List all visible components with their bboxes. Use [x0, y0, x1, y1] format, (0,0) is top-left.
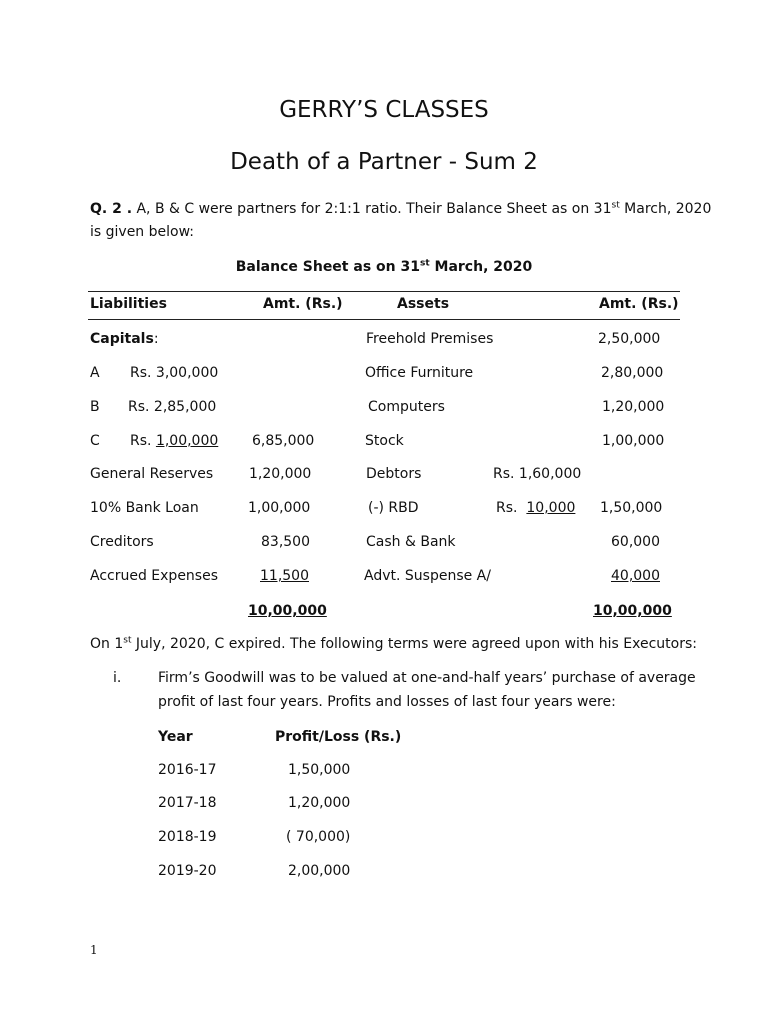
capital-a-amount: Rs. 3,00,000	[130, 365, 219, 381]
cash-bank-amount: 60,000	[611, 534, 660, 550]
profit-row-year: 2017-18	[158, 795, 217, 811]
assets-total: 10,00,000	[593, 603, 672, 619]
general-reserves-label: General Reserves	[90, 466, 214, 482]
capital-c-label: C	[90, 433, 100, 449]
bs-title-post: March, 2020	[429, 259, 533, 275]
header-assets-amt: Amt. (Rs.)	[599, 296, 679, 312]
page-subtitle: Death of a Partner - Sum 2	[230, 149, 538, 175]
rbd-label: (-) RBD	[368, 500, 419, 516]
stock-label: Stock	[365, 433, 404, 449]
profit-row-value: ( 70,000)	[286, 829, 351, 845]
rbd-amount: Rs. 10,000	[496, 500, 576, 516]
page-title: GERRY’S CLASSES	[279, 97, 489, 123]
term-i-marker: i.	[113, 670, 122, 686]
debtors-label: Debtors	[366, 466, 422, 482]
freehold-amount: 2,50,000	[598, 331, 661, 347]
capital-a-label: A	[90, 365, 100, 381]
capitals-total: 6,85,000	[252, 433, 315, 449]
question-text-end: March, 2020	[619, 201, 712, 217]
accrued-expenses-label: Accrued Expenses	[90, 568, 219, 584]
cash-bank-label: Cash & Bank	[366, 534, 456, 550]
profit-row-year: 2016-17	[158, 762, 217, 778]
profit-row-year: 2019-20	[158, 863, 217, 879]
term-i-line-2: profit of last four years. Profits and losses of last four years were:	[158, 694, 616, 710]
capital-b-amount: Rs. 2,85,000	[128, 399, 217, 415]
advt-suspense-amount: 40,000	[611, 568, 660, 584]
computers-label: Computers	[368, 399, 445, 415]
question-line-2: is given below:	[90, 224, 194, 240]
freehold-label: Freehold Premises	[366, 331, 494, 347]
computers-amount: 1,20,000	[602, 399, 665, 415]
general-reserves-amount: 1,20,000	[249, 466, 312, 482]
terms-intro: On 1st July, 2020, C expired. The following terms were agreed upon with his Executors:	[90, 635, 697, 652]
header-liab-amt: Amt. (Rs.)	[263, 296, 343, 312]
question-line-1	[90, 201, 711, 217]
capital-c-amount: Rs. 1,00,000	[130, 433, 219, 449]
accrued-expenses-amount: 11,500	[260, 568, 309, 584]
table-header-rule	[88, 319, 680, 320]
capital-b-label: B	[90, 399, 100, 415]
bs-title-pre: Balance Sheet as on 31	[235, 259, 420, 275]
capitals-label: Capitals:	[90, 331, 159, 347]
bank-loan-amount: 1,00,000	[248, 500, 311, 516]
debtors-net: 1,50,000	[600, 500, 663, 516]
page-number: 1	[90, 943, 98, 957]
profit-row-value: 1,20,000	[288, 795, 351, 811]
profit-header-year: Year	[158, 729, 193, 745]
header-assets: Assets	[397, 296, 450, 312]
question-text: A, B & C were partners for 2:1:1 ratio. Their Balance Sheet as on 31	[132, 201, 612, 217]
question-sup: st	[611, 200, 620, 211]
advt-suspense-label: Advt. Suspense A/	[364, 568, 491, 584]
profit-row-year: 2018-19	[158, 829, 217, 845]
profit-header-value: Profit/Loss (Rs.)	[275, 729, 402, 745]
balance-sheet-title	[0, 259, 768, 275]
furniture-amount: 2,80,000	[601, 365, 664, 381]
header-liabilities: Liabilities	[90, 296, 167, 312]
bs-title-sup: st	[419, 258, 430, 269]
term-i-line-1: Firm’s Goodwill was to be valued at one-and-half years’ purchase of average	[158, 670, 696, 686]
bank-loan-label: 10% Bank Loan	[90, 500, 199, 516]
liabilities-total: 10,00,000	[248, 603, 327, 619]
creditors-amount: 83,500	[261, 534, 310, 550]
question-number: Q. 2 .	[90, 201, 133, 217]
stock-amount: 1,00,000	[602, 433, 665, 449]
table-top-rule	[88, 291, 680, 292]
furniture-label: Office Furniture	[365, 365, 474, 381]
creditors-label: Creditors	[90, 534, 154, 550]
profit-row-value: 1,50,000	[288, 762, 351, 778]
debtors-gross: Rs. 1,60,000	[493, 466, 582, 482]
profit-row-value: 2,00,000	[288, 863, 351, 879]
